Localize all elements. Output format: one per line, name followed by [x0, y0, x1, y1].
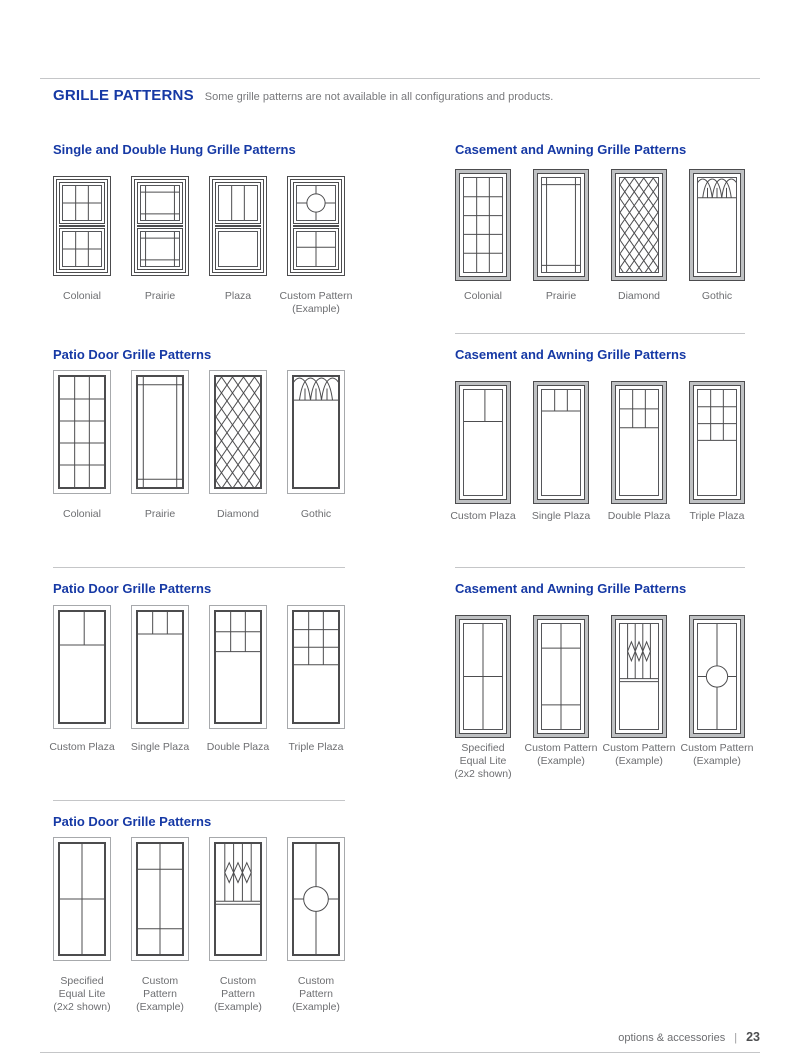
window-item: [287, 370, 345, 520]
grille-pattern-svg: [296, 185, 336, 221]
window-label: [207, 741, 269, 754]
bottom-rule: [40, 1052, 760, 1053]
window-item: [49, 605, 115, 753]
window-label: [49, 741, 114, 754]
casement-inner-frame: [537, 173, 585, 277]
window-label: [292, 975, 340, 1014]
windows-row: [450, 381, 745, 584]
window-item: [131, 176, 189, 302]
upper-sash: [137, 182, 183, 224]
section-title: Patio Door Grille Patterns: [53, 581, 212, 596]
window-label: [214, 975, 262, 1014]
window-label-line: (Example): [292, 303, 340, 315]
window-label-line: Equal Lite: [459, 755, 507, 767]
window-frame-patio-door: [131, 837, 189, 961]
window-frame-casement: [611, 169, 667, 281]
window-frame-double-hung: [209, 176, 267, 276]
window-label-line: Diamond: [617, 290, 661, 302]
window-item: [131, 370, 189, 520]
window-item: [450, 381, 516, 522]
window-label: [63, 290, 101, 303]
window-item: [209, 370, 267, 520]
check-rail: [293, 225, 339, 227]
grille-pattern-svg: [296, 231, 336, 267]
window-label-line: Double Plaza: [206, 741, 270, 753]
window-label: [702, 290, 732, 303]
window-label-line: Custom Pattern: [680, 742, 754, 754]
grille-pattern-svg: [463, 177, 503, 273]
grille-pattern-svg: [62, 185, 102, 221]
casement-inner-frame: [459, 173, 507, 277]
grille-pattern-svg: [292, 842, 340, 956]
casement-inner-frame: [537, 619, 585, 734]
casement-inner-frame: [693, 173, 741, 277]
window-label-line: Single Plaza: [531, 510, 591, 522]
window-item: [53, 176, 111, 302]
double-hung-inner-frame: [212, 179, 264, 273]
window-label: [525, 742, 598, 768]
window-label: [136, 975, 184, 1014]
window-item: [602, 615, 676, 767]
window-label-line: Prairie: [144, 508, 176, 520]
window-label: [53, 975, 110, 1014]
window-frame-casement: [611, 615, 667, 738]
window-frame-casement: [533, 615, 589, 738]
grille-pattern-svg: [214, 842, 262, 956]
grille-pattern-svg: [214, 375, 262, 489]
lower-sash: [215, 228, 261, 270]
casement-inner-frame: [459, 385, 507, 500]
window-frame-casement: [455, 169, 511, 281]
window-label-line: (Example): [136, 1001, 184, 1013]
window-label-line: Specified: [461, 742, 505, 754]
grille-pattern-svg: [136, 610, 184, 724]
window-label: [689, 510, 744, 523]
footer-section-label: options & accessories: [618, 1032, 726, 1044]
double-hung-inner-frame: [134, 179, 186, 273]
window-label: [546, 290, 576, 303]
window-label-line: Custom Pattern: [602, 742, 676, 754]
grille-pattern-svg: [58, 610, 106, 724]
window-label-line: Custom: [219, 975, 257, 987]
window-label: [63, 508, 101, 521]
double-hung-inner-frame: [56, 179, 108, 273]
page-title: GRILLE PATTERNS: [53, 87, 194, 104]
window-frame-patio-door: [53, 370, 111, 494]
window-label: [280, 290, 353, 316]
window-label: [288, 741, 343, 754]
window-label-line: Gothic: [300, 508, 332, 520]
grille-pattern-svg: [58, 375, 106, 489]
window-frame-patio-door: [209, 605, 267, 729]
window-frame-double-hung: [287, 176, 345, 276]
grille-pattern-svg: [214, 610, 262, 724]
window-item: [689, 169, 745, 302]
grille-pattern-svg: [62, 231, 102, 267]
window-label: [450, 510, 515, 523]
window-item: [53, 837, 111, 1013]
lower-sash: [59, 228, 105, 270]
grille-pattern-svg: [697, 177, 737, 273]
casement-inner-frame: [537, 385, 585, 500]
grille-pattern-svg: [292, 375, 340, 489]
window-frame-casement: [533, 381, 589, 504]
window-frame-patio-door: [287, 605, 345, 729]
window-frame-double-hung: [53, 176, 111, 276]
window-frame-patio-door: [131, 370, 189, 494]
window-label: [618, 290, 660, 303]
window-label-line: Triple Plaza: [288, 741, 344, 753]
top-rule: [40, 78, 760, 79]
section-divider: [53, 800, 345, 801]
window-item: [689, 381, 745, 522]
window-item: [287, 837, 345, 1013]
window-frame-casement: [533, 169, 589, 281]
window-label-line: (Example): [292, 1001, 340, 1013]
grille-pattern-svg: [463, 389, 503, 496]
window-item: [455, 169, 511, 302]
upper-sash: [59, 182, 105, 224]
grille-pattern-svg: [697, 389, 737, 496]
footer-separator: |: [734, 1032, 738, 1044]
window-frame-casement: [611, 381, 667, 504]
window-frame-patio-door: [131, 605, 189, 729]
grille-pattern-svg: [541, 177, 581, 273]
section-title: Patio Door Grille Patterns: [53, 814, 212, 829]
window-label-line: Pattern: [221, 988, 255, 1000]
check-rail: [215, 225, 261, 227]
window-label-line: (Example): [537, 755, 585, 767]
windows-row: [49, 605, 345, 809]
window-label-line: Single Plaza: [130, 741, 190, 753]
casement-inner-frame: [615, 173, 663, 277]
windows-row: [53, 837, 345, 1041]
window-item: [206, 605, 270, 753]
window-item: [533, 169, 589, 302]
grille-pattern-svg: [136, 842, 184, 956]
window-label: [454, 742, 511, 781]
check-rail: [59, 225, 105, 227]
grille-pattern-svg: [619, 389, 659, 496]
grille-pattern-svg: [541, 623, 581, 730]
grille-pattern-svg: [463, 623, 503, 730]
upper-sash: [215, 182, 261, 224]
casement-inner-frame: [459, 619, 507, 734]
window-label-line: (Example): [693, 755, 741, 767]
window-label-line: Double Plaza: [607, 510, 671, 522]
window-label-line: (2x2 shown): [454, 768, 512, 780]
window-label-line: Prairie: [545, 290, 577, 302]
page-subtitle: Some grille patterns are not available in all configurations and products.: [204, 91, 554, 103]
window-label-line: Equal Lite: [58, 988, 106, 1000]
section-divider: [455, 567, 745, 568]
double-hung-inner-frame: [290, 179, 342, 273]
window-label-line: Triple Plaza: [689, 510, 745, 522]
window-label-line: Prairie: [144, 290, 176, 302]
window-label: [145, 290, 175, 303]
window-label: [217, 508, 259, 521]
grille-pattern-svg: [136, 375, 184, 489]
page-footer: [618, 1030, 760, 1044]
window-frame-patio-door: [287, 370, 345, 494]
window-frame-patio-door: [209, 370, 267, 494]
footer-page-number: 23: [746, 1030, 760, 1044]
check-rail: [137, 225, 183, 227]
window-item: [130, 605, 190, 753]
window-frame-casement: [455, 381, 511, 504]
casement-inner-frame: [615, 619, 663, 734]
window-frame-patio-door: [53, 605, 111, 729]
grille-pattern-svg: [140, 231, 180, 267]
windows-row: [53, 370, 345, 574]
window-frame-casement: [455, 615, 511, 738]
window-label-line: Custom Plaza: [450, 510, 516, 522]
grille-pattern-svg: [697, 623, 737, 730]
grille-pattern-svg: [218, 185, 258, 221]
window-frame-casement: [689, 615, 745, 738]
window-item: [53, 370, 111, 520]
window-frame-double-hung: [131, 176, 189, 276]
window-item: [454, 615, 512, 780]
casement-inner-frame: [615, 385, 663, 500]
window-label-line: (2x2 shown): [53, 1001, 111, 1013]
window-frame-casement: [689, 381, 745, 504]
window-item: [287, 605, 345, 753]
window-item: [524, 615, 598, 767]
window-item: [209, 176, 267, 302]
grille-pattern-svg: [541, 389, 581, 496]
window-label: [603, 742, 676, 768]
window-frame-casement: [689, 169, 745, 281]
window-label-line: Custom: [297, 975, 335, 987]
window-label-line: Custom: [141, 975, 179, 987]
section-title: Patio Door Grille Patterns: [53, 347, 212, 362]
section-divider: [53, 567, 345, 568]
window-item: [611, 169, 667, 302]
window-frame-patio-door: [287, 837, 345, 961]
section-divider: [455, 333, 745, 334]
lower-sash: [293, 228, 339, 270]
window-item: [209, 837, 267, 1013]
window-label-line: Specified: [60, 975, 104, 987]
grille-pattern-svg: [292, 610, 340, 724]
window-label: [225, 290, 251, 303]
window-label-line: (Example): [615, 755, 663, 767]
window-label-line: Custom Plaza: [49, 741, 115, 753]
window-label-line: Pattern: [143, 988, 177, 1000]
windows-row: [53, 176, 353, 356]
window-label-line: (Example): [214, 1001, 262, 1013]
window-item: [607, 381, 671, 522]
window-label: [131, 741, 189, 754]
window-label-line: Gothic: [701, 290, 733, 302]
window-label: [145, 508, 175, 521]
grille-pattern-svg: [619, 623, 659, 730]
window-label-line: Colonial: [63, 290, 101, 302]
section-title: Casement and Awning Grille Patterns: [455, 347, 687, 362]
grille-pattern-svg: [218, 231, 258, 267]
casement-inner-frame: [693, 385, 741, 500]
grille-pattern-svg: [140, 185, 180, 221]
upper-sash: [293, 182, 339, 224]
section-title: Casement and Awning Grille Patterns: [455, 142, 687, 157]
section-title: Casement and Awning Grille Patterns: [455, 581, 687, 596]
window-item: [131, 837, 189, 1013]
window-label: [301, 508, 331, 521]
windows-row: [454, 615, 754, 818]
window-item: [531, 381, 591, 522]
window-item: [680, 615, 754, 767]
window-label-line: Custom Pattern: [279, 290, 353, 302]
lower-sash: [137, 228, 183, 270]
window-label-line: Colonial: [63, 508, 101, 520]
window-label-line: Custom Pattern: [524, 742, 598, 754]
section-title: Single and Double Hung Grille Patterns: [53, 142, 296, 157]
window-label-line: Pattern: [299, 988, 333, 1000]
window-label: [681, 742, 754, 768]
window-item: [279, 176, 353, 315]
casement-inner-frame: [693, 619, 741, 734]
window-frame-patio-door: [53, 837, 111, 961]
window-label-line: Plaza: [224, 290, 252, 302]
window-label: [464, 290, 502, 303]
window-label-line: Colonial: [464, 290, 502, 302]
window-label-line: Diamond: [216, 508, 260, 520]
grille-pattern-svg: [619, 177, 659, 273]
window-label: [608, 510, 670, 523]
grille-pattern-svg: [58, 842, 106, 956]
window-label: [532, 510, 590, 523]
page-header: [53, 87, 553, 104]
window-frame-patio-door: [209, 837, 267, 961]
